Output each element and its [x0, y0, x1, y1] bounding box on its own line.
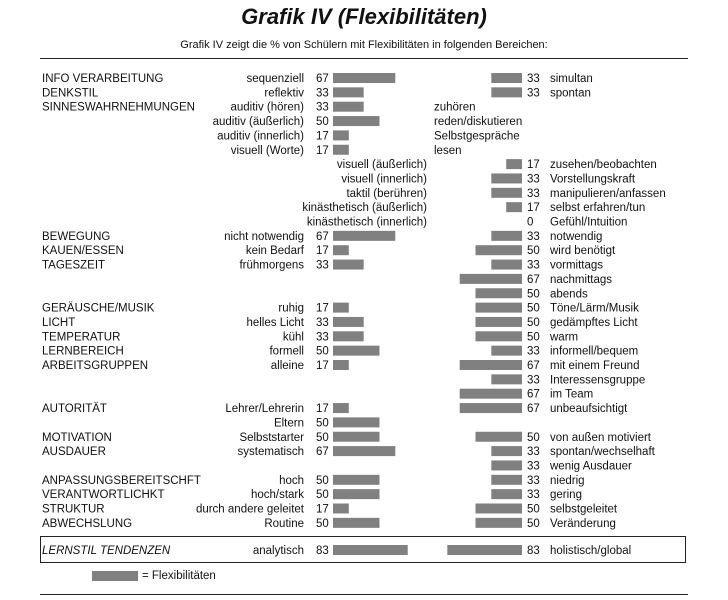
right-pole-label: simultan: [550, 73, 593, 85]
right-bar: [491, 460, 522, 470]
legend-swatch: [92, 571, 138, 581]
right-bar: [491, 173, 522, 183]
right-pole-label: spontan/wechselhaft: [550, 446, 655, 459]
right-bar: [476, 288, 523, 298]
right-bar: [460, 403, 522, 413]
left-bar: [333, 446, 395, 456]
right-bar: [506, 159, 522, 169]
category-label: DENKSTIL: [42, 87, 99, 100]
right-pole-label: von außen motiviert: [550, 431, 651, 444]
left-value-label: 17: [316, 130, 329, 143]
left-value-label: 67: [316, 446, 329, 459]
left-pole-label: auditiv (äußerlich): [212, 116, 304, 129]
left-value-label: 83: [316, 545, 329, 557]
right-bar: [460, 274, 522, 284]
right-pole-label: warm: [550, 331, 579, 344]
right-pole-label: notwendig: [550, 230, 603, 243]
right-value-label: 50: [527, 503, 540, 516]
right-value-label: 33: [527, 460, 540, 473]
summary-box: [40, 536, 686, 563]
left-value-label: 33: [316, 87, 329, 100]
left-pole-label: kein Bedarf: [245, 245, 304, 258]
right-value-label: 33: [527, 230, 540, 243]
left-bar: [333, 130, 349, 140]
right-bar: [476, 432, 523, 442]
center-item-label: visuell (innerlich): [341, 173, 427, 186]
right-bar: [491, 73, 522, 83]
right-pole-label: informell/bequem: [550, 345, 639, 358]
right-value-label: 17: [527, 202, 540, 215]
right-pole-label: Interessensgruppe: [550, 374, 646, 387]
category-label: INFO VERARBEITUNG: [42, 73, 164, 85]
category-label: TAGESZEIT: [42, 259, 106, 272]
left-pole-label: frühmorgens: [239, 259, 304, 272]
left-bar: [333, 504, 349, 514]
category-label: ANPASSUNGSBEREITSCHFT: [42, 474, 201, 487]
category-label: BEWEGUNG: [42, 230, 111, 243]
left-pole-label: reflektiv: [264, 87, 304, 100]
center-item-label: kinästhetisch (innerlich): [306, 216, 427, 229]
right-pole-label: gedämpftes Licht: [550, 316, 638, 329]
right-value-label: 33: [527, 446, 540, 459]
left-value-label: 33: [316, 331, 329, 344]
left-bar: [333, 417, 380, 427]
right-pole-label: selbstgeleitet: [550, 503, 618, 516]
left-pole-label: ruhig: [278, 302, 304, 315]
right-bar: [476, 331, 523, 341]
left-value-label: 67: [316, 73, 329, 85]
right-value-label: 50: [527, 316, 540, 329]
right-pole-label: selbst erfahren/tun: [550, 202, 646, 215]
left-bar: [333, 116, 380, 126]
bottom-divider: [40, 594, 688, 595]
left-pole-label: auditiv (innerlich): [217, 130, 304, 143]
right-bar: [491, 489, 522, 499]
left-bar: [333, 245, 349, 255]
left-value-label: 17: [316, 360, 329, 372]
right-bar: [460, 389, 522, 399]
left-value-label: 50: [316, 517, 329, 530]
category-label: LICHT: [42, 316, 76, 329]
right-value-label: 33: [527, 474, 540, 487]
left-value-label: 50: [316, 474, 329, 487]
right-value-label: 17: [527, 159, 540, 172]
category-label: SINNESWAHRNEHMUNGEN: [42, 101, 195, 114]
left-pole-label: Eltern: [273, 417, 304, 430]
left-value-label: 67: [316, 230, 329, 243]
left-bar: [333, 432, 380, 442]
left-bar: [333, 331, 364, 341]
right-value-label: 33: [527, 374, 540, 387]
right-pole-label: gering: [550, 489, 582, 502]
left-pole-label: Lehrer/Lehrerin: [225, 403, 304, 416]
left-bar: [333, 145, 349, 155]
left-value-label: 33: [316, 316, 329, 329]
right-value-label: 33: [527, 345, 540, 358]
category-label: ARBEITSGRUPPEN: [42, 360, 149, 372]
left-pole-label: hoch/stark: [250, 489, 304, 502]
left-bar: [333, 518, 380, 528]
left-bar: [333, 231, 395, 241]
left-pole-label: kühl: [282, 331, 304, 344]
right-pole-label: abends: [550, 288, 588, 301]
right-value-label: 33: [527, 173, 540, 186]
left-bar: [333, 87, 364, 97]
right-value-label: 50: [527, 517, 540, 530]
right-bar: [491, 446, 522, 456]
right-value-label: 67: [527, 388, 540, 401]
right-bar: [476, 518, 523, 528]
left-bar: [333, 317, 364, 327]
left-pole-label: auditiv (hören): [230, 101, 304, 114]
left-pole-label: sequenziell: [246, 73, 304, 85]
category-label: VERANTWORTLICHKT: [42, 489, 165, 502]
right-bar: [491, 87, 522, 97]
left-value-label: 50: [316, 116, 329, 129]
left-value-label: 50: [316, 489, 329, 502]
right-pole-label: mit einem Freund: [550, 360, 640, 372]
legend: [92, 570, 216, 582]
right-pole-label: niedrig: [550, 474, 585, 487]
center-item-label: taktil (berühren): [346, 187, 427, 200]
left-pole-label: systematisch: [237, 446, 304, 459]
center-item-label: visuell (äußerlich): [336, 159, 427, 172]
right-pole-label: lesen: [434, 144, 462, 157]
right-value-label: 67: [527, 360, 540, 372]
category-label: TEMPERATUR: [42, 331, 121, 344]
category-label: AUTORITÄT: [42, 403, 107, 416]
right-value-label: 0: [527, 216, 534, 229]
right-bar: [476, 317, 523, 327]
right-value-label: 33: [527, 73, 540, 85]
right-bar: [491, 188, 522, 198]
center-item-label: kinästhetisch (äußerlich): [302, 202, 427, 215]
right-value-label: 50: [527, 431, 540, 444]
left-value-label: 50: [316, 431, 329, 444]
category-label: LERNBEREICH: [42, 345, 124, 358]
legend-label: = Flexibilitäten: [142, 570, 216, 582]
right-pole-label: holistisch/global: [550, 545, 632, 557]
category-label: ABWECHSLUNG: [42, 517, 133, 530]
left-pole-label: formell: [269, 345, 304, 358]
right-pole-label: unbeaufsichtigt: [550, 403, 628, 416]
right-value-label: 50: [527, 245, 540, 258]
right-pole-label: Vorstellungskraft: [550, 173, 636, 186]
left-pole-label: helles Licht: [246, 316, 304, 329]
left-bar: [333, 475, 380, 485]
right-bar: [491, 260, 522, 270]
right-bar: [476, 245, 523, 255]
right-pole-label: Veränderung: [550, 517, 616, 530]
right-value-label: 50: [527, 331, 540, 344]
right-bar: [460, 360, 522, 370]
left-bar: [333, 346, 380, 356]
right-pole-label: Selbstgespräche: [434, 130, 520, 143]
left-pole-label: Routine: [264, 517, 304, 530]
right-pole-label: vormittags: [550, 259, 604, 272]
right-pole-label: wird benötigt: [550, 245, 616, 258]
right-value-label: 50: [527, 288, 540, 301]
right-pole-label: Gefühl/Intuition: [550, 216, 628, 229]
right-pole-label: Töne/Lärm/Musik: [550, 302, 639, 315]
category-label: STRUKTUR: [42, 503, 105, 516]
category-label: MOTIVATION: [42, 431, 112, 444]
left-pole-label: Selbststarter: [239, 431, 304, 444]
category-label: KAUEN/ESSEN: [42, 245, 124, 258]
left-value-label: 50: [316, 417, 329, 430]
left-pole-label: hoch: [279, 474, 304, 487]
right-pole-label: zuhören: [434, 101, 476, 114]
right-value-label: 33: [527, 259, 540, 272]
right-pole-label: im Team: [550, 388, 594, 401]
left-value-label: 17: [316, 403, 329, 416]
left-value-label: 33: [316, 259, 329, 272]
left-value-label: 17: [316, 302, 329, 315]
right-value-label: 67: [527, 273, 540, 286]
left-pole-label: nicht notwendig: [224, 230, 304, 243]
chart-subtitle: Grafik IV zeigt die % von Schülern mit Flexibilitäten in folgenden Bereichen:: [180, 39, 548, 51]
left-bar: [333, 489, 380, 499]
left-bar: [333, 360, 349, 370]
left-bar: [333, 303, 349, 313]
right-bar: [476, 504, 523, 514]
right-pole-label: manipulieren/anfassen: [550, 187, 666, 200]
left-pole-label: analytisch: [252, 545, 304, 557]
left-bar: [333, 102, 364, 112]
right-value-label: 50: [527, 302, 540, 315]
right-value-label: 67: [527, 403, 540, 416]
right-pole-label: nachmittags: [550, 273, 613, 286]
left-value-label: 50: [316, 345, 329, 358]
left-value-label: 33: [316, 101, 329, 114]
right-pole-label: wenig Ausdauer: [550, 460, 632, 473]
left-bar: [333, 260, 364, 270]
left-pole-label: alleine: [270, 360, 304, 372]
right-pole-label: zusehen/beobachten: [550, 159, 657, 172]
right-pole-label: spontan: [550, 87, 591, 100]
left-value-label: 17: [316, 245, 329, 258]
right-value-label: 33: [527, 187, 540, 200]
right-value-label: 83: [527, 545, 540, 557]
right-bar: [491, 346, 522, 356]
category-label: GERÄUSCHE/MUSIK: [42, 302, 155, 315]
left-pole-label: durch andere geleitet: [195, 503, 304, 516]
right-bar: [491, 475, 522, 485]
category-label: LERNSTIL TENDENZEN: [42, 545, 171, 557]
left-pole-label: visuell (Worte): [230, 144, 304, 157]
category-label: AUSDAUER: [42, 446, 106, 459]
right-pole-label: reden/diskutieren: [434, 116, 523, 129]
right-value-label: 33: [527, 489, 540, 502]
chart-title: Grafik IV (Flexibilitäten): [241, 4, 487, 29]
right-value-label: 33: [527, 87, 540, 100]
left-bar: [333, 73, 395, 83]
right-bar: [491, 231, 522, 241]
left-bar: [333, 403, 349, 413]
left-value-label: 17: [316, 144, 329, 157]
right-bar: [491, 374, 522, 384]
left-value-label: 17: [316, 503, 329, 516]
right-bar: [476, 303, 523, 313]
right-bar: [506, 202, 522, 212]
